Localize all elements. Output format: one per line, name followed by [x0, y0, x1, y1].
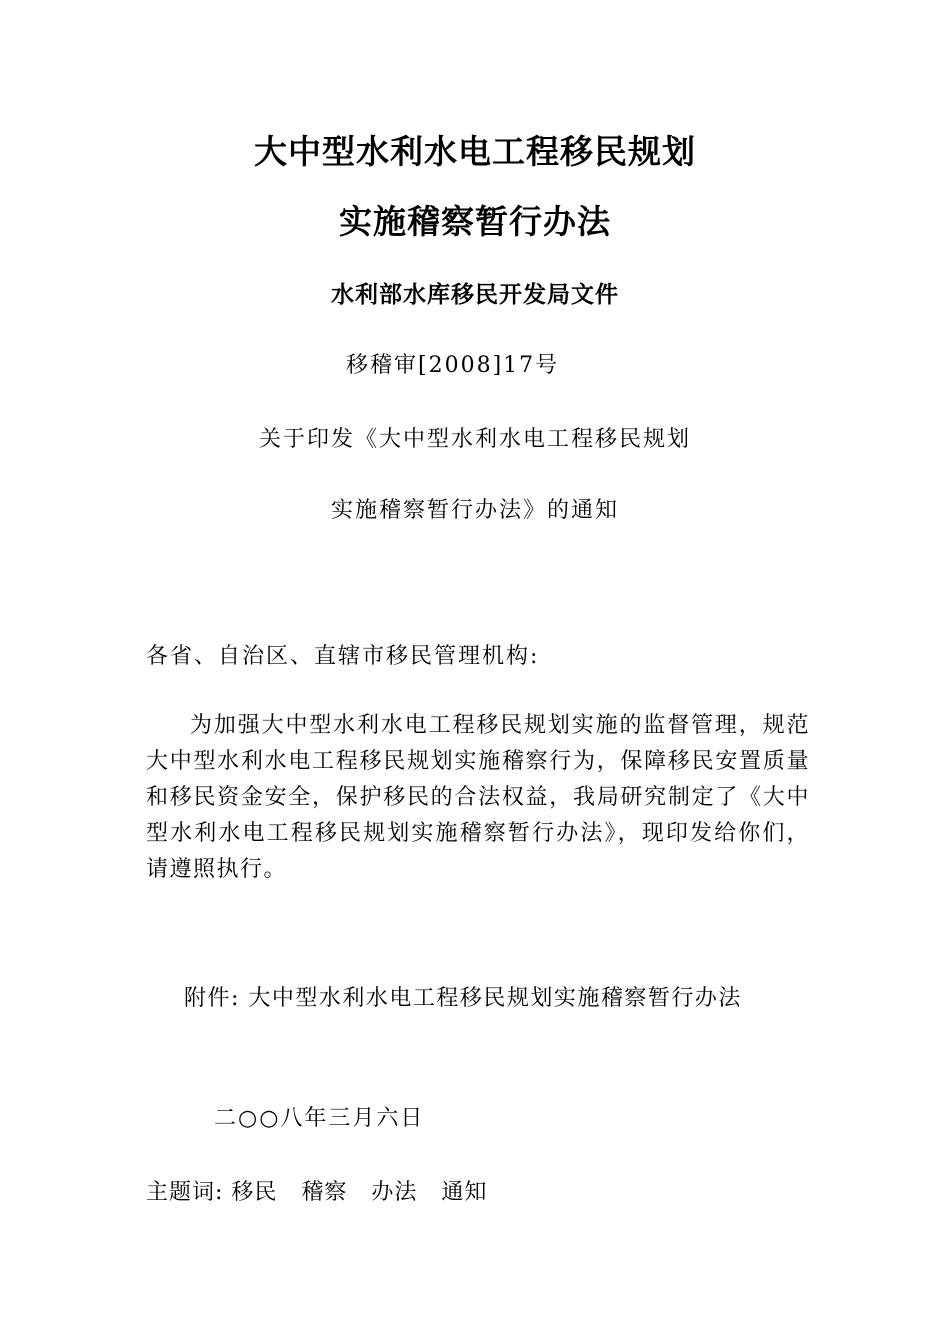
attachment-line: 附件: 大中型水利水电工程移民规划实施稽察暂行办法: [184, 986, 742, 1011]
notice-title-line-2: 实施稽察暂行办法》的通知: [330, 498, 619, 523]
notice-title-line-1: 关于印发《大中型水利水电工程移民规划: [258, 427, 691, 452]
addressee: 各省、自治区、直辖市移民管理机构:: [146, 644, 540, 669]
issue-date: 二○○八年三月六日: [214, 1106, 425, 1131]
subject-keywords: 主题词: 移民 稽察 办法 通知: [146, 1180, 488, 1205]
document-title-line-2: 实施稽察暂行办法: [339, 202, 611, 241]
issuer-heading: 水利部水库移民开发局文件: [331, 281, 619, 308]
document-title-line-1: 大中型水利水电工程移民规划: [254, 132, 696, 171]
document-number: 移稽审[2008]17号: [346, 353, 560, 378]
body-paragraph: 为加强大中型水利水电工程移民规划实施的监督管理，规范大中型水利水电工程移民规划实施稽察行为，保障移民安置质量和移民资金安全，保护移民的合法权益，我局研究制定了《大中型水利水电工程移民规划实施稽察暂行办法》，现印发给你们，请遵照执行。: [146, 713, 810, 882]
